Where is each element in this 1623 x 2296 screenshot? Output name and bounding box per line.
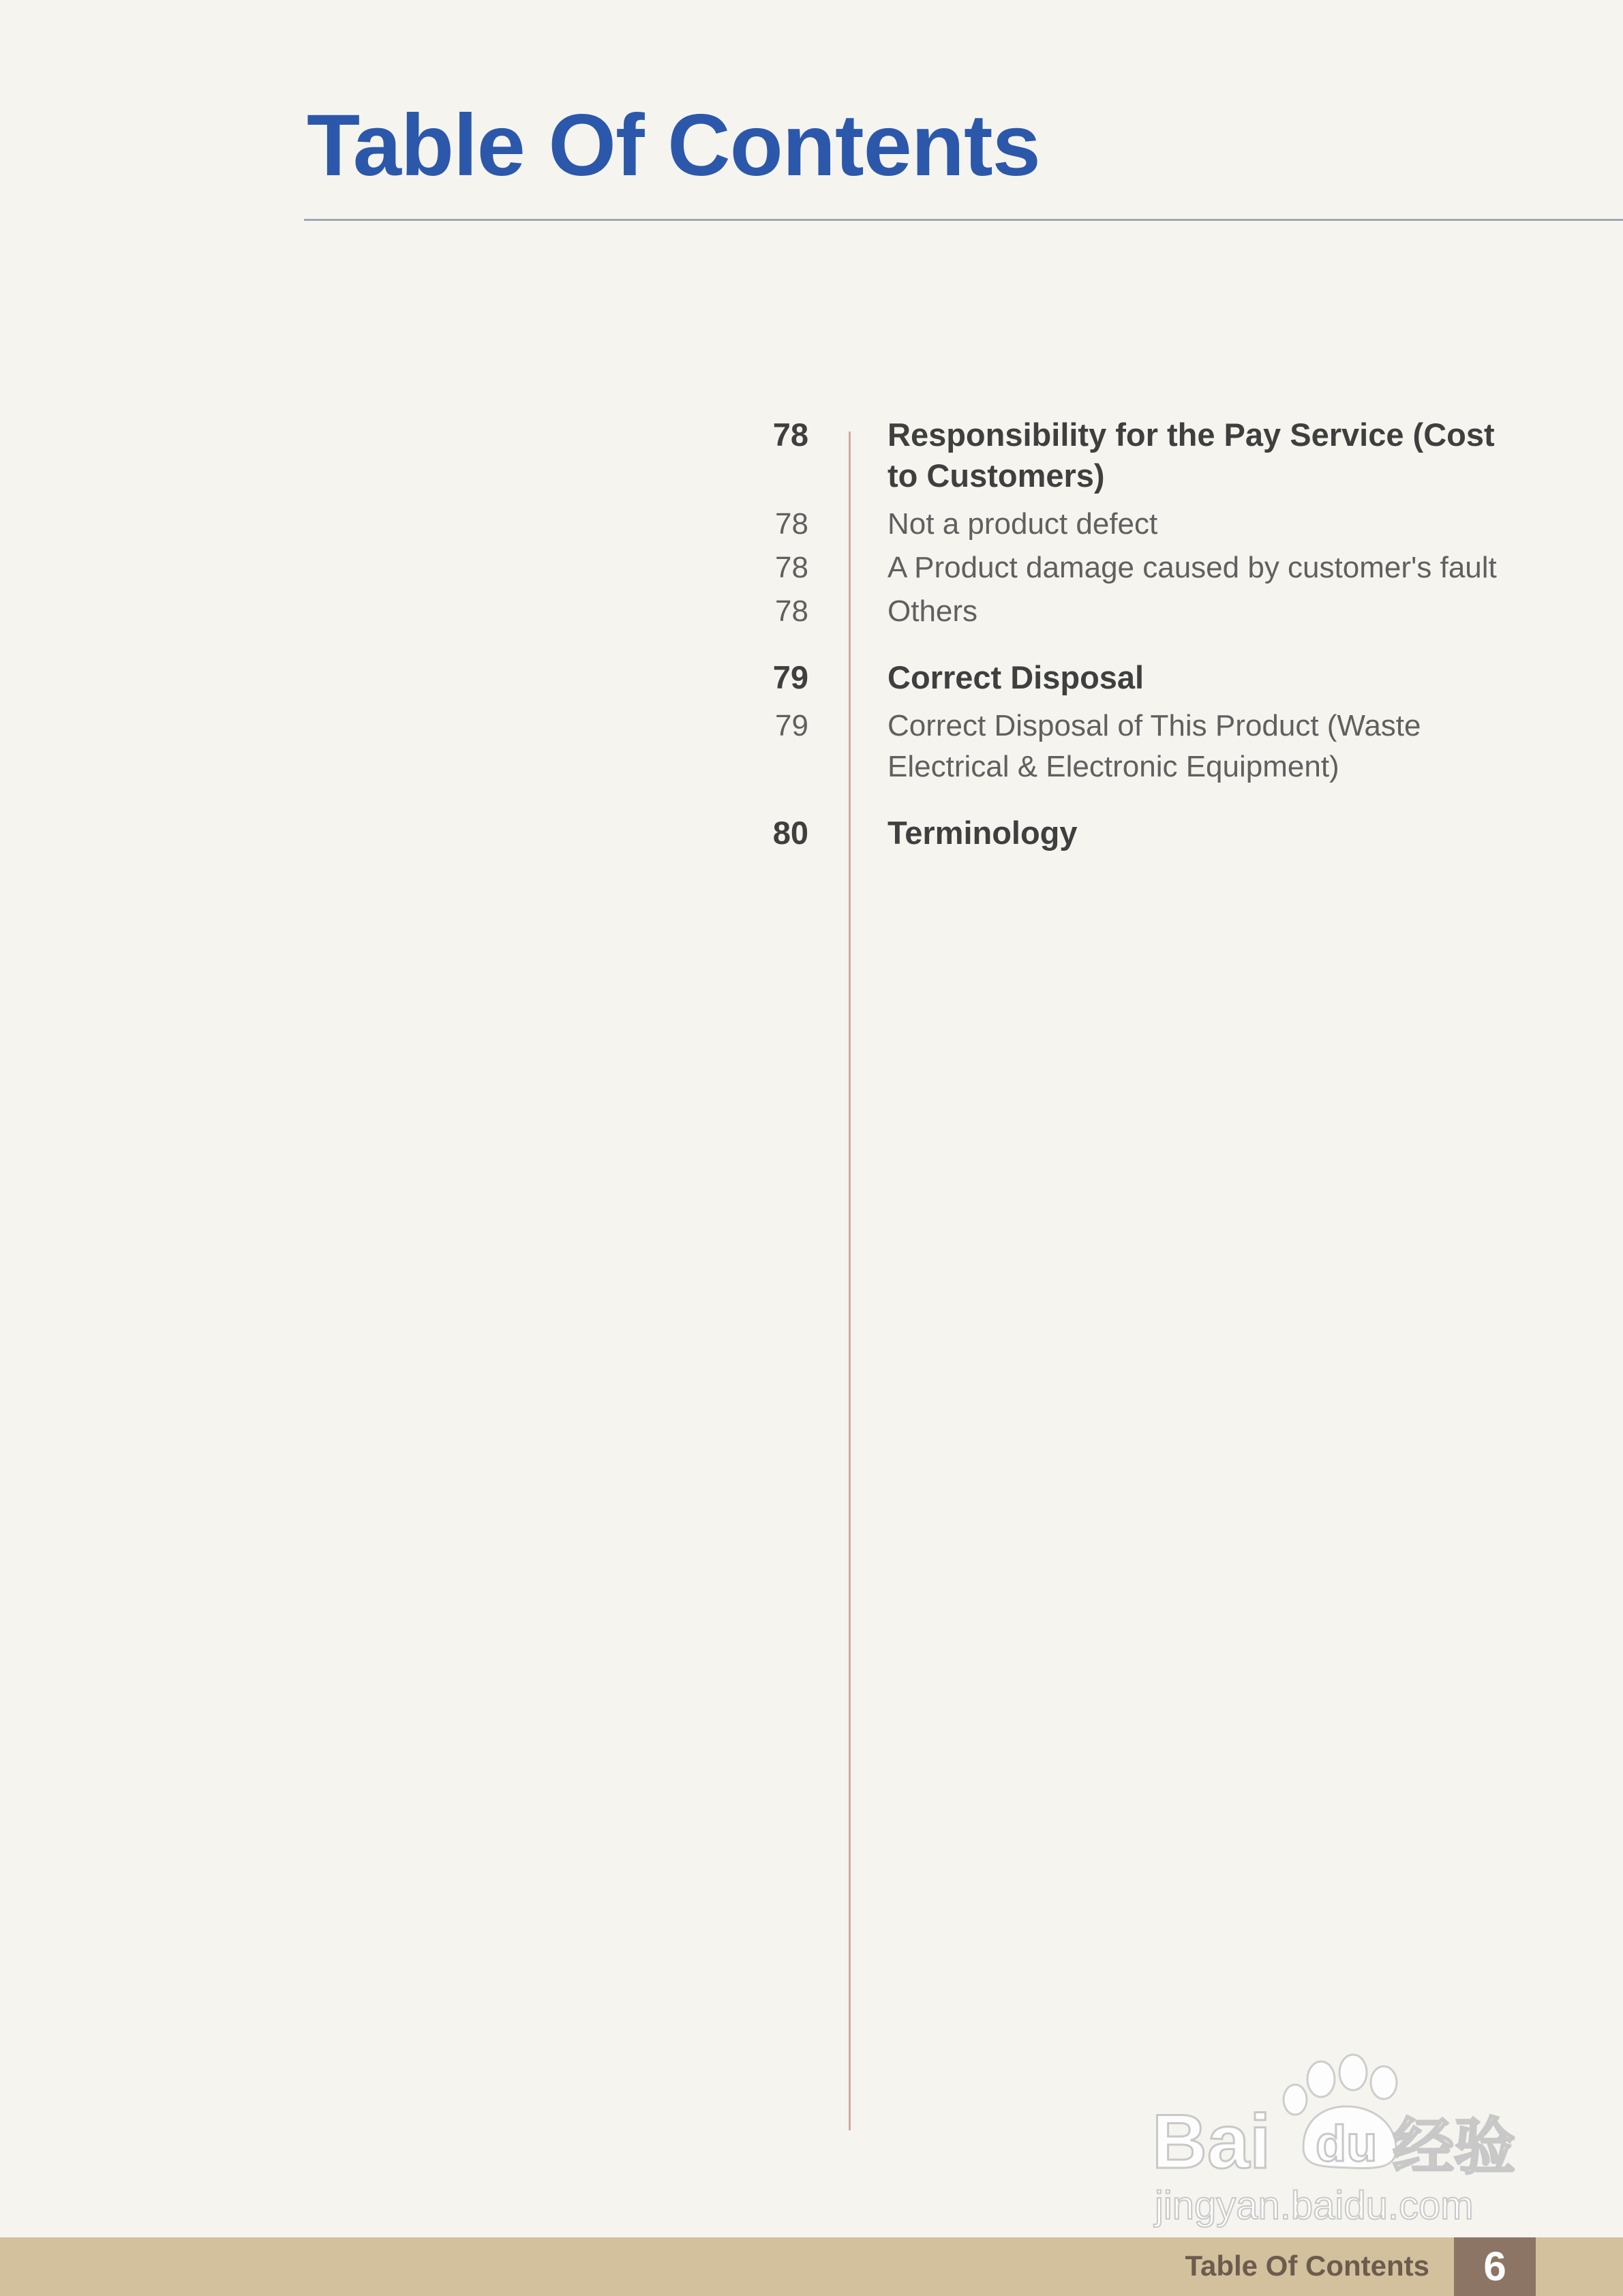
toc-page-number: 78: [775, 507, 808, 541]
toc-entry[interactable]: [0, 706, 1623, 790]
toc-page-number: 78: [772, 417, 808, 453]
toc-page-number: 79: [772, 659, 808, 695]
toc-entry[interactable]: [0, 547, 1623, 588]
toc-entry-title[interactable]: Terminology: [888, 815, 1078, 851]
watermark-cn: 经验: [1393, 2111, 1515, 2183]
toc-entry-title[interactable]: Correct Disposal of This Product (Waste Electrical & Electronic Equipment): [888, 709, 1421, 783]
toc-entry-title[interactable]: A Product damage caused by customer's fault: [888, 551, 1497, 584]
toc-entry-title[interactable]: Correct Disposal: [888, 659, 1144, 695]
page-title: Table Of Contents: [307, 97, 1040, 194]
footer-section-label: Table Of Contents: [1185, 2250, 1429, 2282]
baidu-watermark: [1145, 2052, 1541, 2236]
toc-entry[interactable]: [0, 414, 1623, 503]
watermark-brand: Bai: [1152, 2099, 1271, 2184]
toc-entry[interactable]: [0, 504, 1623, 545]
toc-page-number: 78: [775, 551, 808, 584]
toc-entry[interactable]: [0, 813, 1623, 854]
toc-entry[interactable]: [0, 591, 1623, 632]
toc-page-number: 80: [772, 815, 808, 851]
toc-entry-title[interactable]: Responsibility for the Pay Service (Cost to Customers): [888, 417, 1495, 494]
toc-entry-title[interactable]: Not a product defect: [888, 507, 1158, 541]
toc-entry-title[interactable]: Others: [888, 594, 978, 628]
toc-page-number: 78: [775, 594, 808, 628]
watermark-url: jingyan.baidu.com: [1155, 2184, 1474, 2228]
toc-entry[interactable]: [0, 657, 1623, 698]
watermark-brand-suffix: du: [1316, 2115, 1378, 2172]
toc-page-number: 79: [775, 709, 808, 742]
title-rule: [304, 219, 1623, 221]
footer-page-number: 6: [1454, 2237, 1536, 2296]
